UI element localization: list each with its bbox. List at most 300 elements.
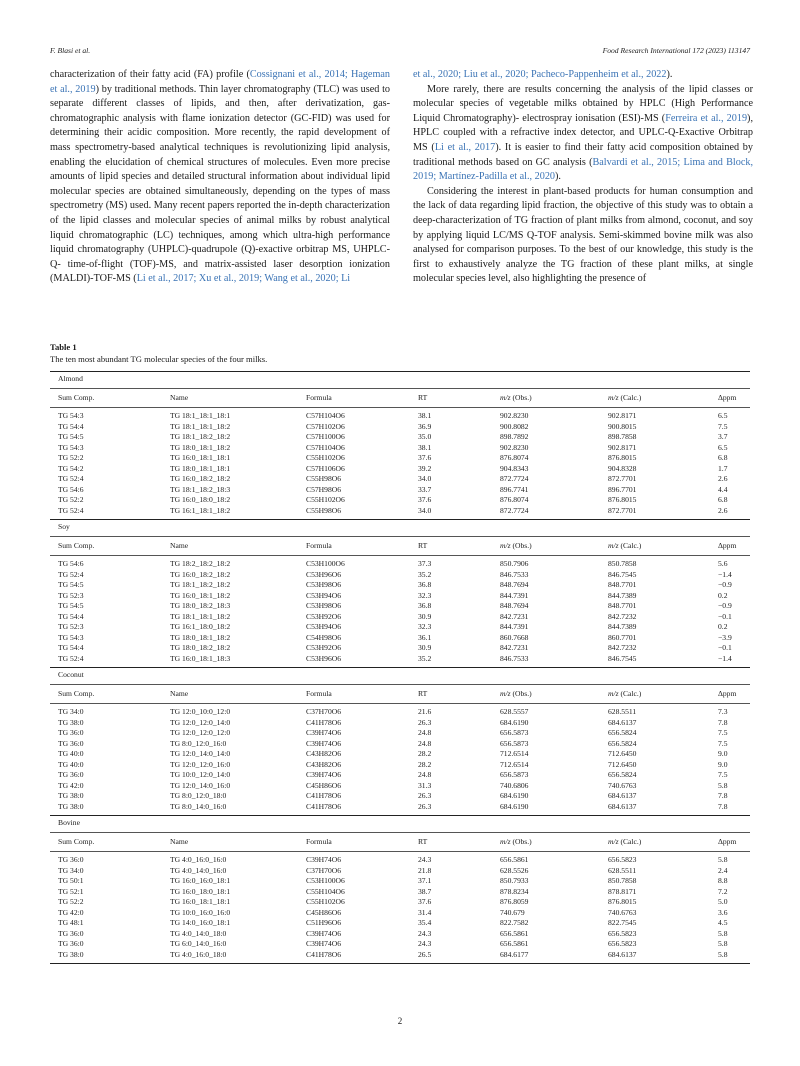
table-cell: TG 54:4	[58, 611, 84, 621]
table-cell: TG 16:0_18:0_18:1	[170, 886, 231, 896]
table-cell: TG 42:0	[58, 907, 84, 917]
table-cell: 5.8	[718, 780, 728, 790]
table-cell: C57H98O6	[306, 484, 342, 494]
table-cell: 684.6137	[608, 791, 637, 800]
table-cell: C39H74O6	[306, 855, 342, 864]
table-cell: TG 54:6	[58, 484, 84, 494]
table-row	[50, 866, 750, 877]
table-cell: TG 18:1_18:2_18:2	[170, 580, 231, 589]
table-cell: TG 6:0_14:0_16:0	[170, 939, 227, 948]
table-cell: TG 4:0_16:0_18:0	[162, 950, 298, 964]
table-cell: 5.8	[718, 928, 728, 938]
table-cell: 898.7892	[500, 432, 529, 441]
table-cell: TG 38:0	[50, 802, 162, 816]
table-cell: 39.2	[418, 463, 432, 473]
table-cell: 8.8	[718, 876, 728, 885]
table-cell: 684.6137	[600, 950, 710, 964]
table-cell: 36.1	[418, 632, 432, 642]
table-cell: 656.5861	[500, 939, 529, 948]
table-cell: 872.7724	[500, 474, 529, 483]
citation-link[interactable]: Li et al., 2017	[434, 141, 496, 153]
table-row	[50, 422, 750, 433]
table-cell: 38.1	[418, 442, 432, 452]
table-cell: −0.1	[718, 611, 732, 621]
table-cell: 712.6450	[608, 749, 637, 758]
table-cell: 0.2	[718, 590, 728, 600]
table-cell: 876.8074	[500, 453, 529, 462]
table-cell: 628.5511	[608, 707, 637, 716]
table-cell: 842.7232	[608, 643, 637, 652]
table-cell: C37H70O6	[306, 707, 342, 716]
table-cell: TG 16:0_18:1_18:1	[170, 897, 231, 906]
column-header: RT	[410, 684, 492, 704]
table-cell: C55H102O6	[306, 495, 345, 504]
table-cell: 7.8	[718, 717, 728, 727]
table-cell: 5.8	[718, 939, 728, 948]
table-header-row	[50, 832, 750, 852]
table-cell: 3.6	[718, 907, 728, 917]
table-row	[50, 897, 750, 908]
table-cell: TG 52:3	[58, 622, 84, 631]
table-caption	[50, 341, 750, 365]
column-header: Formula	[298, 536, 410, 556]
column-header: Formula	[298, 832, 410, 852]
table-cell: TG 52:3	[58, 590, 84, 600]
table-cell: 902.8230	[500, 442, 529, 452]
table-row	[50, 852, 750, 866]
table-cell: C57H104O6	[306, 411, 345, 420]
running-head-journal: Food Research International 172 (2023) 113147	[602, 46, 750, 55]
table-cell: 35.2	[418, 569, 432, 579]
table-cell: 822.7545	[608, 918, 637, 927]
table-cell: C45H86O6	[306, 780, 342, 790]
table-cell: 896.7701	[608, 484, 637, 494]
table-label: Table 1	[50, 342, 77, 352]
table-row	[50, 887, 750, 898]
table-cell: 35.2	[410, 654, 492, 668]
table-row	[50, 908, 750, 919]
table-cell: C53H96O6	[306, 569, 342, 579]
table-cell: C41H78O6	[298, 802, 410, 816]
table-cell: 26.3	[418, 791, 432, 800]
table-row	[50, 728, 750, 739]
table-cell: 848.7701	[608, 580, 637, 589]
table-cell: TG 16:0_18:2_18:2	[170, 474, 231, 483]
table-cell: 24.3	[418, 928, 432, 938]
table-cell: TG 12:0_12:0_16:0	[170, 759, 231, 769]
table-cell: 740.679	[500, 907, 525, 917]
table-cell: 896.7741	[500, 484, 529, 494]
table-row	[50, 950, 750, 964]
table-cell: C43H82O6	[306, 759, 342, 769]
table-cell: TG 18:0_18:2_18:3	[170, 601, 231, 610]
table-cell: TG 52:4	[58, 474, 84, 483]
table-cell: 4.4	[718, 484, 728, 494]
table-cell: 7.5	[718, 770, 728, 779]
paragraph	[413, 68, 753, 83]
table-cell: C39H74O6	[306, 928, 342, 938]
table-cell: 848.7694	[500, 580, 529, 589]
table-cell: 21.8	[418, 865, 432, 875]
table-cell: −1.4	[718, 569, 732, 579]
table-cell: 2.6	[710, 506, 750, 520]
table-row	[50, 443, 750, 454]
table-cell: 36.9	[418, 421, 432, 431]
table-row	[50, 876, 750, 887]
citation-link[interactable]: Ferreira et al., 2019	[665, 112, 748, 124]
table-cell: C45H86O6	[306, 907, 342, 917]
column-header: m/z (Obs.)	[492, 388, 600, 408]
table-cell: C53H98O6	[306, 601, 342, 610]
table-cell: TG 54:5	[58, 432, 84, 441]
paragraph	[413, 185, 753, 287]
table-cell: TG 36:0	[58, 770, 84, 779]
table-cell: TG 54:5	[58, 601, 84, 610]
table-cell: 4.5	[718, 918, 728, 927]
table-cell: 848.7701	[608, 601, 637, 610]
table-cell: C51H96O6	[306, 918, 342, 927]
table-cell: 850.7858	[608, 559, 637, 568]
table-cell: C55H98O6	[306, 474, 342, 483]
table-cell: C41H78O6	[306, 791, 342, 800]
table-cell: 32.3	[418, 590, 432, 600]
table-row	[50, 580, 750, 591]
table-cell: TG 12:0_12:0_14:0	[170, 717, 231, 727]
table-cell: 7.8	[718, 791, 728, 800]
table-cell: TG 18:2_18:2_18:2	[170, 559, 231, 568]
table-cell: TG 52:2	[58, 453, 84, 462]
table-cell: TG 52:4	[58, 569, 84, 579]
table-cell: 846.7533	[492, 654, 600, 668]
table-row	[50, 622, 750, 633]
table-cell: TG 54:6	[58, 559, 84, 568]
table-cell: 24.8	[418, 738, 432, 748]
table-cell: 6.5	[718, 442, 728, 452]
column-header: Δppm	[710, 388, 750, 408]
table-cell: TG 16:0_18:0_18:2	[170, 495, 231, 504]
table-cell: 7.5	[718, 738, 728, 748]
table-cell: TG 34:0	[58, 707, 84, 716]
table-cell: −0.9	[718, 580, 732, 589]
table-row	[50, 485, 750, 496]
table-cell: TG 36:0	[58, 855, 84, 864]
table-cell: 846.7545	[600, 654, 710, 668]
table-cell: TG 16:0_18:1_18:1	[170, 453, 231, 462]
column-header: Formula	[298, 388, 410, 408]
table-cell: 900.8082	[500, 421, 529, 431]
table-cell: TG 12:0_14:0_16:0	[170, 780, 231, 790]
table-cell: TG 18:0_18:1_18:1	[170, 463, 231, 473]
table-cell: 37.3	[418, 559, 432, 568]
table-cell: TG 40:0	[58, 759, 84, 769]
table-cell: TG 16:0_18:2_18:2	[170, 569, 231, 579]
column-header: Name	[162, 388, 298, 408]
table-cell: 712.6514	[500, 759, 529, 769]
table-cell: 31.3	[418, 780, 432, 790]
column-header: RT	[410, 388, 492, 408]
table-cell: C39H74O6	[306, 738, 342, 748]
table-cell: 2.6	[718, 474, 728, 483]
table-cell: 842.7231	[500, 611, 529, 621]
table-row	[50, 654, 750, 668]
table-cell: 5.6	[718, 559, 728, 568]
table-cell: 878.8234	[500, 886, 529, 896]
citation-link[interactable]: Li et al., 2017; Xu et al., 2019; Wang et al., 2020; Li	[136, 273, 351, 285]
table-cell: 656.5824	[608, 728, 637, 737]
table-cell: TG 16:1_18:1_18:2	[162, 506, 298, 520]
table-cell: TG 8:0_12:0_16:0	[170, 738, 227, 748]
table-cell: C53H92O6	[306, 611, 342, 621]
table-cell: 7.8	[710, 802, 750, 816]
table-cell: 3.7	[718, 432, 728, 441]
table-cell: 0.2	[718, 622, 728, 631]
table-cell: 876.8059	[500, 897, 529, 906]
table-cell: 30.9	[418, 643, 432, 652]
column-header: Sum Comp.	[50, 832, 162, 852]
table-cell: 37.6	[418, 453, 432, 462]
table-row	[50, 474, 750, 485]
table-row	[50, 929, 750, 940]
table-cell: 684.6177	[492, 950, 600, 964]
table-header-row	[50, 536, 750, 556]
table-cell: 9.0	[718, 749, 728, 758]
table-cell: TG 12:0_12:0_12:0	[170, 728, 231, 737]
table-cell: 6.8	[718, 453, 728, 462]
column-header: m/z (Obs.)	[492, 832, 600, 852]
table-cell: 7.2	[718, 886, 728, 896]
column-header: Name	[162, 536, 298, 556]
table-row	[50, 495, 750, 506]
table-cell: 842.7231	[500, 643, 529, 652]
table-row	[50, 601, 750, 612]
body-text-run: ).	[555, 171, 561, 183]
table-cell: TG 12:0_14:0_14:0	[170, 749, 231, 758]
running-header	[50, 46, 750, 60]
table-cell: 37.6	[418, 897, 432, 906]
table-cell: C57H104O6	[306, 442, 345, 452]
table-cell: C41H78O6	[298, 950, 410, 964]
table-cell: 38.1	[418, 411, 432, 420]
column-header: Sum Comp.	[50, 388, 162, 408]
table-row	[50, 749, 750, 760]
table-cell: 656.5861	[500, 928, 529, 938]
citation-link[interactable]: et al., 2020; Liu et al., 2020; Pacheco-Pappenheim et al., 2022	[413, 69, 667, 80]
table-cell: 34.0	[418, 474, 432, 483]
table-cell: 7.5	[718, 421, 728, 431]
table-cell: 30.9	[418, 611, 432, 621]
table-cell: 37.6	[418, 495, 432, 504]
table-cell: 740.6806	[500, 780, 529, 790]
table-row	[50, 633, 750, 644]
table-cell: 876.8015	[608, 453, 637, 462]
table-cell: TG 18:0_18:1_18:2	[170, 632, 231, 642]
column-header: RT	[410, 832, 492, 852]
table-cell: TG 16:0_18:1_18:3	[162, 654, 298, 668]
table-cell: 684.6190	[500, 791, 529, 800]
table-cell: 6.8	[718, 495, 728, 504]
table-cell: 656.5873	[500, 738, 529, 748]
table-cell: 860.7668	[500, 632, 529, 642]
table-cell: 656.5824	[608, 770, 637, 779]
table-cell: TG 54:4	[58, 643, 84, 652]
table-cell: 38.7	[418, 886, 432, 896]
table-cell: TG 38:0	[58, 791, 84, 800]
table-cell: C53H96O6	[298, 654, 410, 668]
table-cell: 872.7701	[600, 506, 710, 520]
paragraph	[50, 68, 390, 287]
table-cell: 33.7	[418, 484, 432, 494]
table-cell: 902.8230	[500, 411, 529, 420]
paragraph	[413, 83, 753, 185]
table-cell: TG 4:0_16:0_16:0	[170, 855, 227, 864]
table-row	[50, 939, 750, 950]
table-cell: −0.9	[718, 601, 732, 610]
table-cell: 740.6763	[608, 907, 637, 917]
running-head-authors: F. Blasi et al.	[50, 46, 91, 55]
table-cell: C55H102O6	[306, 453, 345, 462]
table-cell: 2.4	[718, 865, 728, 875]
body-text-run: ).	[666, 69, 673, 80]
table-cell: TG 34:0	[58, 865, 84, 875]
body-text-run: ) by traditional methods. Thin layer chromatography (TLC) was used to separate different classes of lipids, and then, after derivatization, gas-chromatographic analysis with flame ionization detector (GC-FID) was used for determining their acidic composition. More recently, the rapid development of mass spectrometry-based analytical techniques is revolutionizing lipid analysis, enabling the elucidation of chemical structures of molecules. Even more precise amounts of lipid species and detailed structural information about individual lipid molecular species are obtained simultaneously, depending on the types of mass spectrometry (MS) used. Many recent papers reported the in-depth characterization of the lipid classes and molecular species of animal milks by robust analytical liquid chromatographic (LC) techniques, among which ultra-high performance liquid chromatography (UHPLC)-quadrupole (Q)-exactive orbitrap MS, UHPLC-Q- time-of-flight (TOF)-MS, and matrix-assisted laser desorption ionization (MALDI)-TOF-MS (	[50, 83, 390, 285]
table-cell: TG 18:1_18:1_18:2	[170, 611, 231, 621]
table-cell: C39H74O6	[306, 728, 342, 737]
table-cell: TG 36:0	[58, 738, 84, 748]
table-cell: 842.7232	[608, 611, 637, 621]
table-cell: C53H94O6	[306, 590, 342, 600]
table-row	[50, 760, 750, 771]
table-row	[50, 781, 750, 792]
table-cell: 712.6514	[500, 749, 529, 758]
column-header: m/z (Obs.)	[492, 684, 600, 704]
table-cell: 860.7701	[608, 632, 637, 642]
table-section-row	[50, 668, 750, 685]
column-header: Δppm	[710, 684, 750, 704]
table-cell: 628.5526	[500, 865, 529, 875]
table-cell: 822.7582	[500, 918, 529, 927]
column-header: m/z (Calc.)	[600, 388, 710, 408]
table-cell: 21.6	[418, 707, 432, 716]
table-cell: TG 52:1	[58, 886, 84, 896]
table-cell: C39H74O6	[306, 770, 342, 779]
table-cell: 36.8	[418, 580, 432, 589]
table-row	[50, 612, 750, 623]
table-cell: TG 54:3	[58, 632, 84, 642]
column-header: Δppm	[710, 832, 750, 852]
column-header: m/z (Calc.)	[600, 536, 710, 556]
table-cell: TG 16:0_18:1_18:2	[170, 590, 231, 600]
table-cell: TG 54:5	[58, 580, 84, 589]
table-cell: C57H102O6	[306, 421, 345, 431]
page-number: 2	[397, 1016, 403, 1026]
table-cell: TG 54:3	[58, 411, 84, 420]
body-text-run: characterization of their fatty acid (FA) profile (	[50, 69, 250, 80]
table-cell: 9.0	[718, 759, 728, 769]
table-row	[50, 408, 750, 422]
table-row	[50, 802, 750, 816]
table-cell: 846.7533	[500, 569, 529, 579]
table-cell: TG 18:1_18:2_18:2	[170, 432, 231, 441]
body-text-run: ), HPLC coupled with a refractive index detector, and UPLC-Q-Exactive Orbitrap MS (	[413, 112, 753, 153]
table-cell: C53H92O6	[306, 643, 342, 652]
table-cell: 26.5	[410, 950, 492, 964]
table-cell: TG 42:0	[58, 780, 84, 790]
right-column	[413, 68, 753, 287]
table-row	[50, 770, 750, 781]
table-cell: TG 18:1_18:1_18:2	[170, 421, 231, 431]
table-cell: TG 38:0	[58, 717, 84, 727]
table-cell: 656.5824	[608, 738, 637, 748]
table-cell: TG 54:4	[58, 421, 84, 431]
table-cell: 656.5873	[500, 770, 529, 779]
body-text-run: Considering the interest in plant-based products for human consumption and the lack of data regarding lipid fraction, the objective of this study was to obtain a deep-characterization of TG fraction of plant milks from almond, coconut, and soy by applying liquid LC/MS Q-TOF analysis. Semi-skimmed bovine milk was also analysed for comparison purposes. To the best of our knowledge, this study is the first to exhaustively analyze the TG fraction of these plant milks, at single molecular species level, also highlighting the presence of	[413, 185, 753, 285]
table-cell: 850.7933	[500, 876, 529, 885]
column-header: Name	[162, 684, 298, 704]
table-cell: TG 18:1_18:2_18:3	[170, 484, 231, 494]
table-cell: 6.5	[718, 411, 728, 420]
column-header: Name	[162, 832, 298, 852]
table-cell: 35.0	[418, 432, 432, 441]
table-cell: 35.4	[418, 918, 432, 927]
table-cell: 872.7701	[608, 474, 637, 483]
table-row	[50, 453, 750, 464]
table-cell: TG 54:2	[58, 463, 84, 473]
table-cell: 876.8015	[608, 897, 637, 906]
table-cell: 24.3	[418, 939, 432, 948]
table-cell: 844.7389	[608, 590, 637, 600]
citation-link[interactable]: Balvardi et al., 2015; Lima and Block, 2019; Martínez-Padilla et al., 2020	[413, 156, 753, 183]
table-row	[50, 704, 750, 718]
table-cell: 28.2	[418, 749, 432, 758]
table-cell: TG 54:3	[58, 442, 84, 452]
table-cell: 628.5557	[500, 707, 529, 716]
table-cell: 740.6763	[608, 780, 637, 790]
table-row	[50, 739, 750, 750]
table-cell: 904.8328	[608, 463, 637, 473]
column-header: Sum Comp.	[50, 684, 162, 704]
table-cell: 26.3	[410, 802, 492, 816]
table-cell: C41H78O6	[306, 717, 342, 727]
column-header: Δppm	[710, 536, 750, 556]
table-cell: TG 10:0_12:0_14:0	[170, 770, 231, 779]
table-cell: TG 18:1_18:1_18:1	[170, 411, 231, 420]
table-cell: TG 50:1	[58, 876, 84, 885]
table-cell: 844.7389	[608, 622, 637, 631]
table-cell: 5.0	[718, 897, 728, 906]
table-section-row	[50, 816, 750, 833]
body-text-run: ). It is easier to find their fatty acid composition obtained by traditional methods based on GC analysis (	[413, 141, 753, 168]
table-cell: C55H104O6	[306, 886, 345, 896]
left-column	[50, 68, 390, 287]
table-cell: TG 4:0_14:0_16:0	[170, 865, 227, 875]
table-row	[50, 791, 750, 802]
table-cell: C39H74O6	[306, 939, 342, 948]
table-cell: TG 52:2	[58, 495, 84, 504]
table-cell: 7.3	[718, 707, 728, 716]
table-cell: 26.3	[418, 717, 432, 727]
section-label: Bovine	[50, 816, 750, 833]
table-cell: 684.6137	[600, 802, 710, 816]
table-cell: 846.7545	[608, 569, 637, 579]
table-cell: 712.6450	[608, 759, 637, 769]
table-cell: 898.7858	[608, 432, 637, 441]
table-cell: 844.7391	[500, 590, 529, 600]
tg-species-table	[50, 371, 750, 964]
table-cell: TG 8:0_12:0_18:0	[170, 791, 227, 800]
column-header: m/z (Obs.)	[492, 536, 600, 556]
citation-link[interactable]: Cossignani et al., 2014; Hageman et al., 2019	[50, 69, 390, 95]
table-row	[50, 556, 750, 570]
